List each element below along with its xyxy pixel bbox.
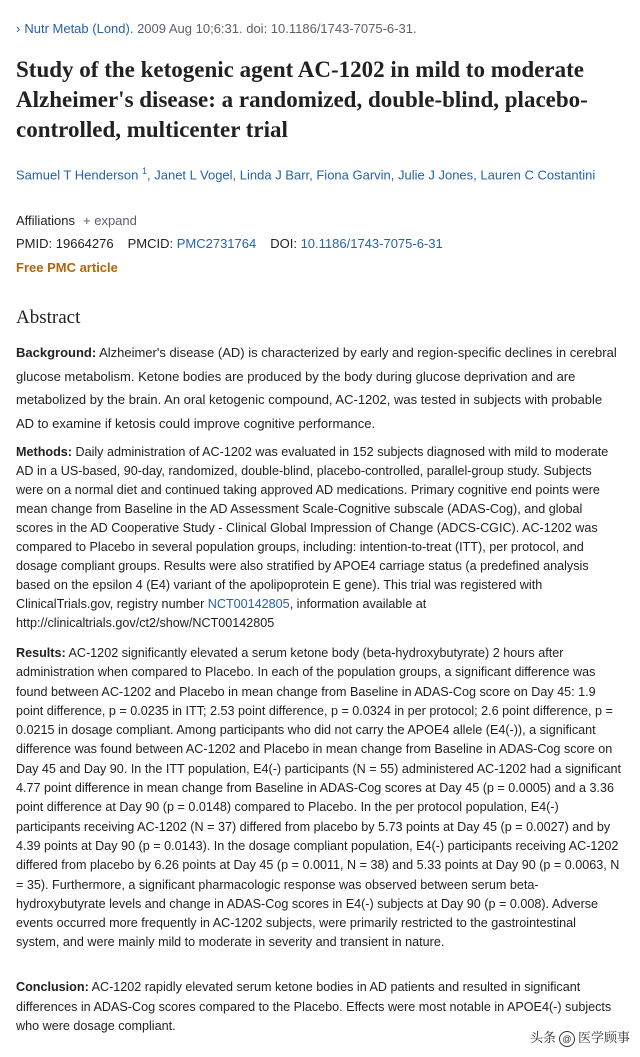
watermark-name: 医学顾事	[577, 1030, 630, 1046]
author-list	[16, 160, 616, 186]
methods-text: Daily administration of AC-1202 was evaluated in 152 subjects diagnosed with mild to moderate AD in a US-based, 90-day, randomized, double-blind, placebo-controlled, parallel-group study. Subjects were on a normal diet and continued taking approved AD medications. Primary cognitive end points were mean change from Baseline in the AD Assessment Scale-Cognitive subscale (ADAS-Cog), and global scores in the AD Cooperative Study - Clinical Global Impression of Change (ADCS-CGIC). AC-1202 was compared to Placebo in several population groups, including: intention-to-treat (ITT), per protocol, and dosage compliant groups. Results were also stratified by APOE4 carriage status (a predefined analysis based on the epsilon 4 (E4) variant of the apolipoprotein E gene). This trial was registered with ClinicalTrials.gov, registry number	[16, 445, 609, 611]
affiliation-ref[interactable]: 1	[142, 166, 148, 176]
trial-registry-link[interactable]: NCT00142805	[207, 597, 290, 611]
article-title: Study of the ketogenic agent AC-1202 in mild to moderate Alzheimer's disease: a randomized, double-blind, placebo-controlled, multicenter trial	[16, 57, 588, 142]
free-pmc-article-badge[interactable]: Free PMC article	[16, 260, 118, 275]
conclusion-text: AC-1202 rapidly elevated serum ketone bodies in AD patients and resulted in significant differences in ADAS-Cog scores compared to the Placebo. Effects were most notable in APOE4(-) subjects who were dosage compliant.	[16, 980, 612, 1033]
source-watermark	[530, 1027, 630, 1047]
results-text: AC-1202 significantly elevated a serum ketone body (beta-hydroxybutyrate) 2 hours after administration when compared to Placebo. In each of the population groups, a significant difference was found between AC-1202 and Placebo in mean change from Baseline in ADAS-Cog score on Day 45: 1.9 point difference, p = 0.0235 in ITT; 2.53 point difference, p = 0.0324 in per protocol; 2.6 point difference, p = 0.0215 in dosage compliant. Among participants who did not carry the APOE4 allele (E4(-)), a significant difference was found between AC-1202 and Placebo in mean change from Baseline in ADAS-Cog score on Day 45 and Day 90. In the ITT population, E4(-) participants (N = 55) administered AC-1202 had a significant 4.77 point difference in mean change from Baseline in ADAS-Cog scores at Day 45 (p = 0.0005) and a 3.36 point difference at Day 90 (p = 0.0148) compared to Placebo. In the per protocol population, E4(-) participants receiving AC-1202 (N = 37) differed from placebo by 5.73 points at Day 45 (p = 0.0027) and by 4.39 points at Day 90 (p = 0.0143). In the dosage compliant population, E4(-) participants receiving AC-1202 differed from placebo by 6.26 points at Day 45 (p = 0.0011, N = 38) and 5.33 points at Day 90 (p = 0.0063, N = 35). Furthermore, a significant pharmacologic response was observed between serum beta-hydroxybutyrate levels and change in ADAS-Cog scores in E4(-) subjects at Day 90 (p = 0.008). Adverse events occurred more frequently in AC-1202 subjects, were primarily restricted to the gastrointestinal system, and were mainly mild to moderate in severity and transient in nature.	[16, 646, 621, 950]
methods-label: Methods:	[16, 445, 72, 459]
pmid-label: PMID:	[16, 236, 53, 251]
article-identifiers	[16, 236, 443, 251]
abstract-results	[16, 644, 622, 953]
affiliations-label: Affiliations	[16, 213, 76, 228]
author-links[interactable]: , Janet L Vogel, Linda J Barr, Fiona Garvin, Julie J Jones, Lauren C Costantini	[147, 167, 596, 183]
pmcid-label: PMCID:	[127, 236, 174, 251]
methods-tail: , information available at http://clinicaltrials.gov/ct2/show/NCT00142805	[16, 597, 427, 630]
doi-label: DOI:	[270, 236, 297, 251]
pmid-value: 19664276	[55, 236, 114, 251]
conclusion-label: Conclusion:	[16, 980, 89, 994]
journal-link[interactable]: Nutr Metab (Lond).	[24, 21, 134, 36]
author-link[interactable]: Samuel T Henderson	[16, 167, 139, 183]
affiliations-toggle[interactable]	[16, 213, 137, 228]
abstract-background	[16, 341, 622, 435]
expand-button[interactable]: + expand	[83, 213, 137, 228]
doi-link[interactable]: 10.1186/1743-7075-6-31	[300, 236, 443, 251]
citation-line	[16, 21, 417, 36]
watermark-prefix: 头条	[529, 1030, 556, 1046]
at-icon: @	[559, 1031, 575, 1047]
results-label: Results:	[16, 646, 66, 660]
abstract-heading: Abstract	[16, 307, 81, 328]
background-label: Background:	[16, 345, 97, 360]
chevron-right-icon[interactable]: ›	[16, 21, 21, 36]
pmcid-link[interactable]: PMC2731764	[176, 236, 257, 251]
background-text: Alzheimer's disease (AD) is characterized by early and region-specific declines in cerebral glucose metabolism. Ketone bodies are produced by the body during glucose deprivation and are metabolized by the brain. An oral ketogenic compound, AC-1202, was tested in subjects with probable AD to examine if ketosis could improve cognitive performance.	[16, 345, 617, 431]
citation-details: 2009 Aug 10;6:31. doi: 10.1186/1743-7075-6-31.	[133, 21, 417, 36]
abstract-methods	[16, 443, 622, 633]
